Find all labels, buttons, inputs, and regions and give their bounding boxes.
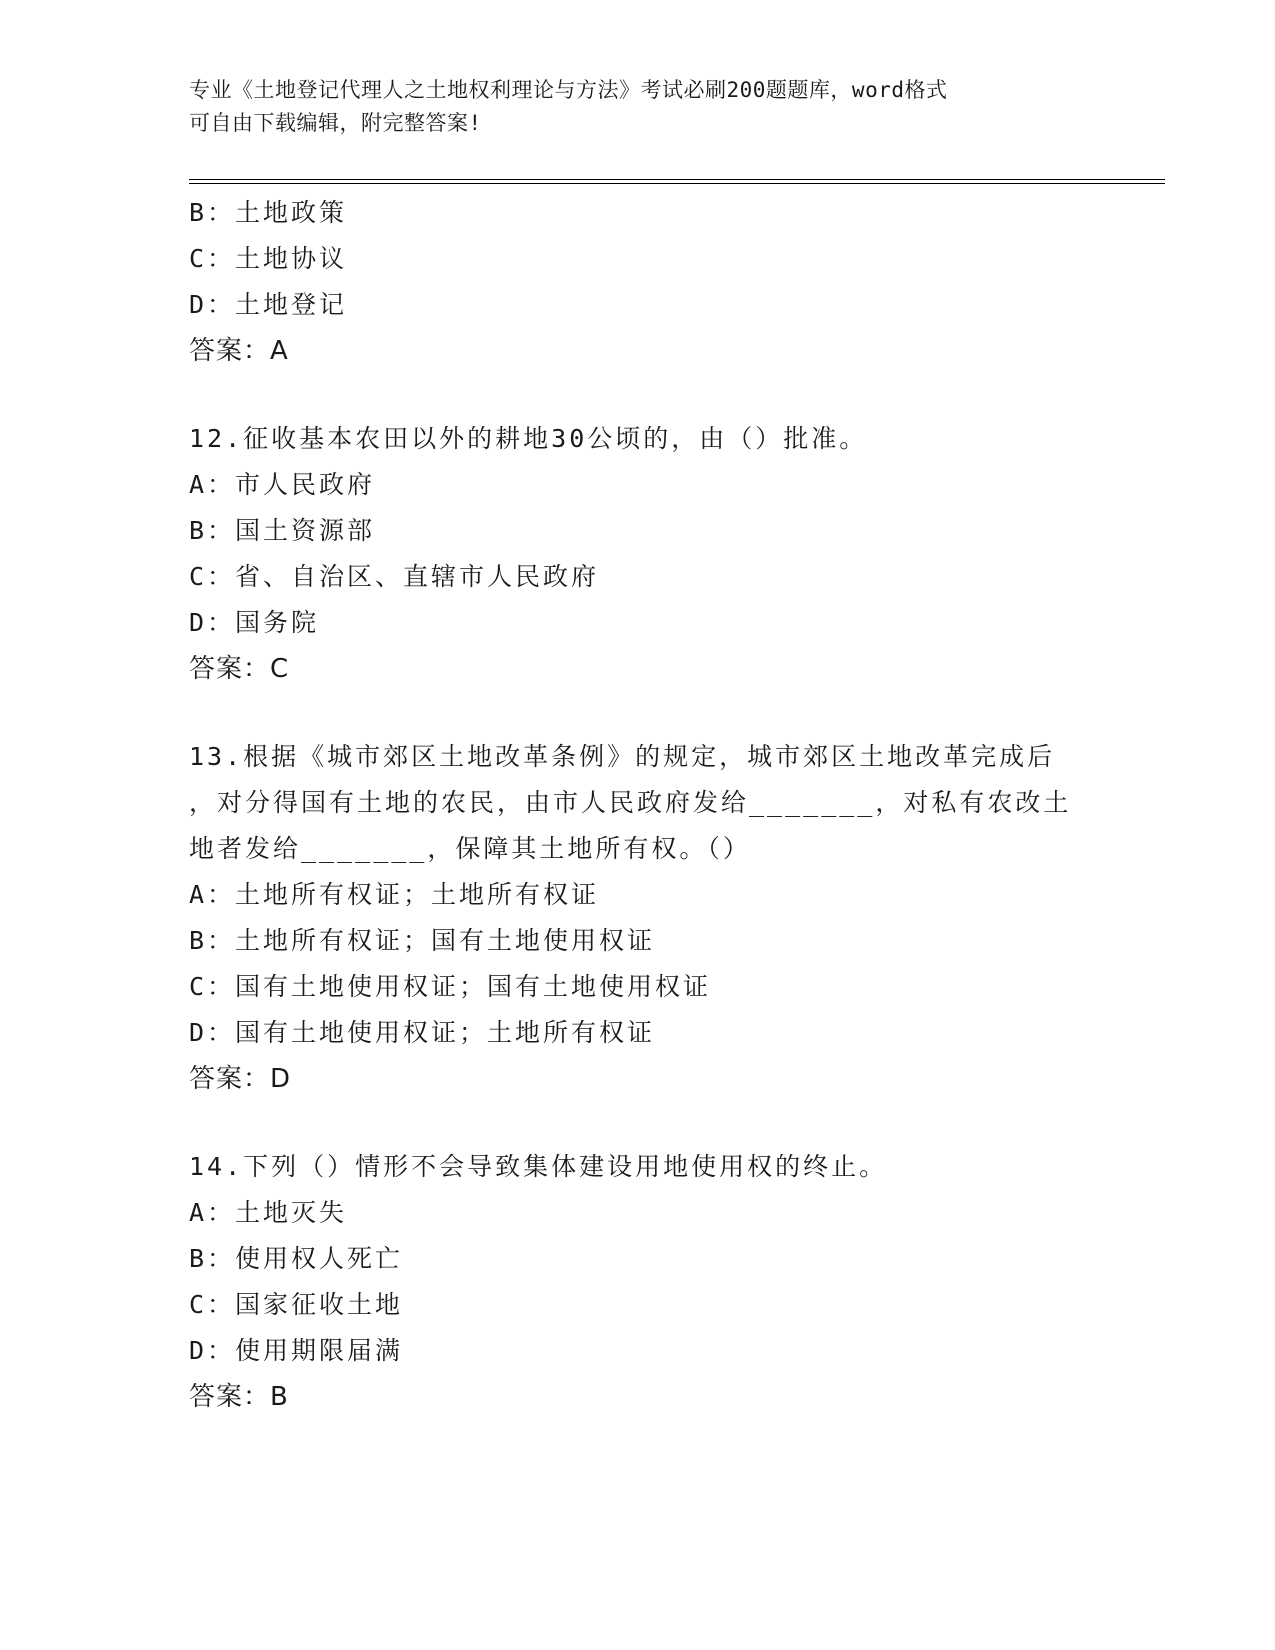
document-body bbox=[189, 190, 1089, 1420]
option-d: D：国有土地使用权证；土地所有权证 bbox=[189, 1018, 656, 1047]
header-line-2: 可自由下载编辑，附完整答案! bbox=[189, 111, 482, 135]
header-line-1: 专业《土地登记代理人之土地权利理论与方法》考试必刷200题题库，word格式 bbox=[189, 78, 948, 102]
answer: 答案：D bbox=[189, 1064, 292, 1094]
option-d: D：国务院 bbox=[189, 608, 320, 637]
option-b: B：国土资源部 bbox=[189, 516, 376, 545]
question-12 bbox=[189, 416, 1089, 692]
option-c: C：省、自治区、直辖市人民政府 bbox=[189, 562, 600, 591]
page-header bbox=[189, 74, 1089, 140]
spacer bbox=[189, 1102, 1089, 1144]
question-11-continued bbox=[189, 190, 1089, 374]
answer: 答案：C bbox=[189, 654, 290, 684]
option-c: C：国有土地使用权证；国有土地使用权证 bbox=[189, 972, 712, 1001]
header-divider bbox=[189, 179, 1165, 184]
question-stem: 14.下列（）情形不会导致集体建设用地使用权的终止。 bbox=[189, 1152, 888, 1181]
question-stem: 12.征收基本农田以外的耕地30公顷的，由（）批准。 bbox=[189, 424, 868, 453]
option-d: D：土地登记 bbox=[189, 290, 348, 319]
option-b: B：土地政策 bbox=[189, 198, 348, 227]
spacer bbox=[189, 374, 1089, 416]
option-a: A：土地所有权证；土地所有权证 bbox=[189, 880, 600, 909]
option-a: A：市人民政府 bbox=[189, 470, 376, 499]
question-stem-line-3: 地者发给_______，保障其土地所有权。（） bbox=[189, 834, 751, 863]
option-d: D：使用期限届满 bbox=[189, 1336, 404, 1365]
question-stem-line-2: ，对分得国有土地的农民，由市人民政府发给_______，对私有农改土 bbox=[189, 788, 1072, 817]
question-13 bbox=[189, 734, 1089, 1102]
question-14 bbox=[189, 1144, 1089, 1420]
spacer bbox=[189, 692, 1089, 734]
option-a: A：土地灭失 bbox=[189, 1198, 348, 1227]
option-b: B：使用权人死亡 bbox=[189, 1244, 404, 1273]
question-stem-line-1: 13.根据《城市郊区土地改革条例》的规定，城市郊区土地改革完成后 bbox=[189, 742, 1056, 771]
option-c: C：国家征收土地 bbox=[189, 1290, 404, 1319]
answer: 答案：B bbox=[189, 1382, 289, 1412]
option-b: B：土地所有权证；国有土地使用权证 bbox=[189, 926, 656, 955]
answer: 答案：A bbox=[189, 336, 289, 366]
option-c: C：土地协议 bbox=[189, 244, 348, 273]
